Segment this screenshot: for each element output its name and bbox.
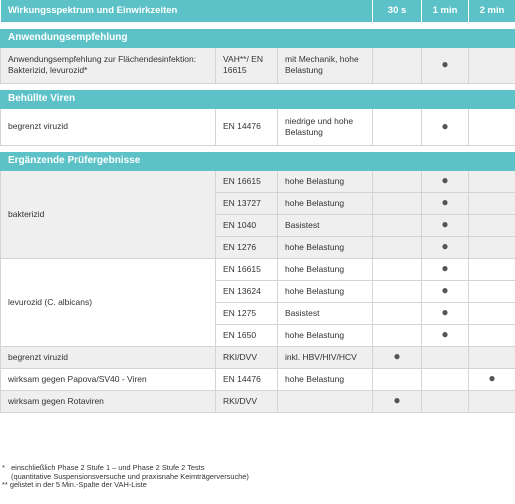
row-condition: hohe Belastung xyxy=(278,170,373,192)
footnotes xyxy=(2,464,249,490)
section-enveloped-viruses xyxy=(1,89,515,108)
check-dot: ● xyxy=(441,305,449,319)
row-norm: EN 16615 xyxy=(216,170,278,192)
row-norm: VAH**/ EN 16615 xyxy=(216,47,278,83)
row-label: begrenzt viruzid xyxy=(1,346,216,368)
row-label: wirksam gegen Rotaviren xyxy=(1,390,216,412)
row-condition xyxy=(278,390,373,412)
check-dot: ● xyxy=(441,261,449,275)
section-additional-results xyxy=(1,151,515,170)
row-condition: hohe Belastung xyxy=(278,258,373,280)
check-dot: ● xyxy=(441,239,449,253)
section-title: Ergänzende Prüfergebnisse xyxy=(1,151,515,170)
group-label-levurozid: levurozid (C. albicans) xyxy=(1,258,216,346)
row-norm: EN 1276 xyxy=(216,236,278,258)
check-dot: ● xyxy=(441,327,449,341)
check-dot: ● xyxy=(441,118,449,133)
check-dot: ● xyxy=(441,195,449,209)
check-dot: ● xyxy=(441,217,449,231)
row-norm: EN 14476 xyxy=(216,108,278,145)
row-norm: EN 16615 xyxy=(216,258,278,280)
row-condition: inkl. HBV/HIV/HCV xyxy=(278,346,373,368)
table-row xyxy=(1,108,515,145)
row-norm: RKI/DVV xyxy=(216,346,278,368)
check-dot: ● xyxy=(393,349,401,363)
row-label: Anwendungsempfehlung zur Flächendesinfektion: Bakterizid, levurozid* xyxy=(1,47,216,83)
group-label-bakterizid: bakterizid xyxy=(1,170,216,258)
row-norm: EN 14476 xyxy=(216,368,278,390)
check-dot: ● xyxy=(441,173,449,187)
row-condition: Basistest xyxy=(278,214,373,236)
table-row xyxy=(1,368,515,390)
col-30s: 30 s xyxy=(373,0,422,22)
col-2min: 2 min xyxy=(469,0,515,22)
row-condition: hohe Belastung xyxy=(278,192,373,214)
table-header xyxy=(1,0,515,22)
table-row xyxy=(1,170,515,192)
check-dot: ● xyxy=(441,57,449,71)
section-title: Anwendungsempfehlung xyxy=(1,28,515,47)
row-condition: hohe Belastung xyxy=(278,368,373,390)
table-row xyxy=(1,390,515,412)
table-row xyxy=(1,346,515,368)
table-row xyxy=(1,258,515,280)
row-norm: EN 1040 xyxy=(216,214,278,236)
col-1min: 1 min xyxy=(422,0,469,22)
row-norm: RKI/DVV xyxy=(216,390,278,412)
row-condition: niedrige und hohe Belastung xyxy=(278,108,373,145)
row-condition: hohe Belastung xyxy=(278,324,373,346)
footnote-1-cont: (quantitative Suspensionsversuche und praxisnahe Keimträgerversuche) xyxy=(11,471,249,481)
row-norm: EN 1275 xyxy=(216,302,278,324)
row-norm: EN 13727 xyxy=(216,192,278,214)
row-condition: hohe Belastung xyxy=(278,280,373,302)
section-recommendation xyxy=(1,28,515,47)
footnote-1: * einschließlich Phase 2 Stufe 1 – und Phase 2 Stufe 2 Tests xyxy=(2,463,205,472)
check-dot: ● xyxy=(488,371,496,385)
row-condition: Basistest xyxy=(278,302,373,324)
check-dot: ● xyxy=(441,283,449,297)
row-label: begrenzt viruzid xyxy=(1,108,216,145)
row-label: wirksam gegen Papova/SV40 - Viren xyxy=(1,368,216,390)
table-title: Wirkungsspektrum und Einwirkzeiten xyxy=(1,0,373,22)
row-condition: mit Mechanik, hohe Belastung xyxy=(278,47,373,83)
row-condition: hohe Belastung xyxy=(278,236,373,258)
row-norm: EN 13624 xyxy=(216,280,278,302)
table-row xyxy=(1,47,515,83)
check-dot: ● xyxy=(393,393,401,407)
row-norm: EN 1650 xyxy=(216,324,278,346)
footnote-2: ** gelistet in der 5 Min.-Spalte der VAH-Liste xyxy=(2,480,147,490)
section-title: Behüllte Viren xyxy=(1,89,515,108)
